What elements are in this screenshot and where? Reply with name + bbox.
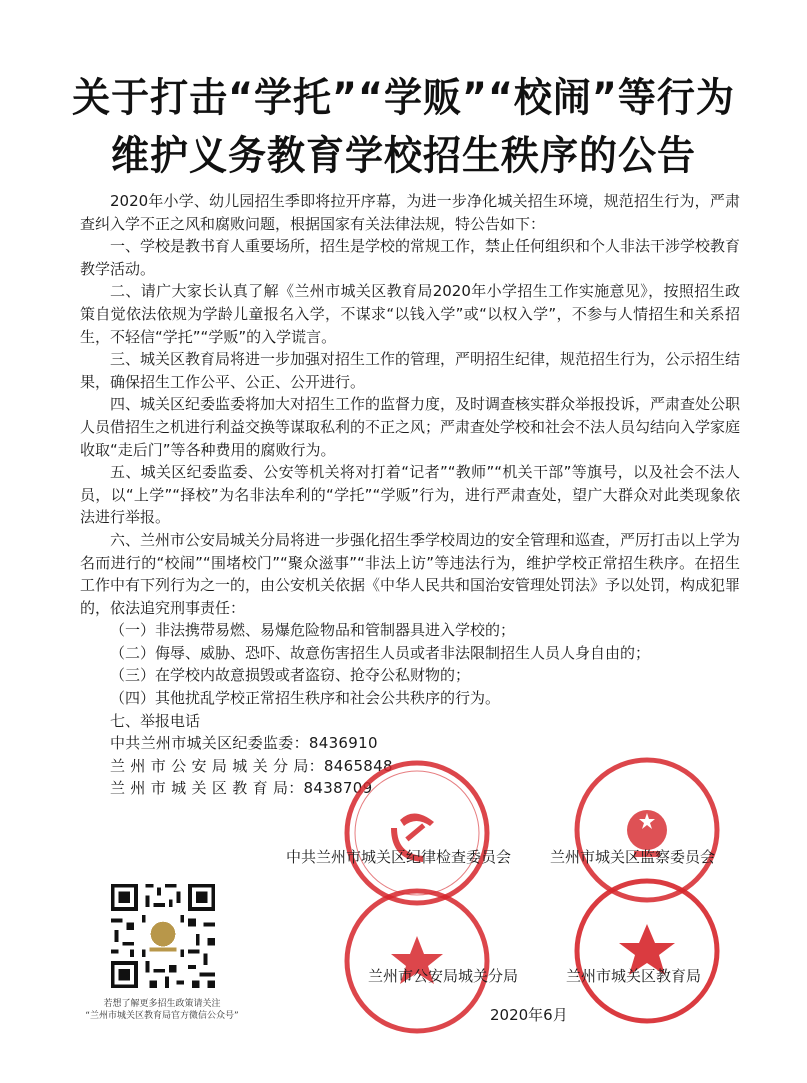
hotline-heading: 七、举报电话 bbox=[110, 711, 201, 730]
seal-education-bureau bbox=[572, 876, 722, 1026]
paragraph-intro: 2020年小学、幼儿园招生季即将拉开序幕，为进一步净化城关招生环境，规范招生行为，严肃查纠入学不正之风和腐败问题，根据国家有关法律法规，特公告如下： bbox=[80, 192, 740, 233]
list-item: （三）在学校内故意损毁或者盗窃、抢夺公私财物的； bbox=[110, 666, 471, 685]
paragraph-1: 一、学校是教书育人重要场所，招生是学校的常规工作，禁止任何组织和个人非法干涉学校教育教学活动。 bbox=[80, 237, 741, 278]
signature-discipline-committee: 中共兰州市城关区纪律检查委员会 bbox=[286, 848, 512, 866]
phone-police: 兰 州 市 公 安 局 城 关 分 局：8465848 bbox=[110, 756, 393, 775]
paragraph-5: 五、城关区纪委监委、公安等机关将对打着“记者”“教师”“机关干部”等旗号，以及社会不法人员，以“上学”“择校”为名非法牟利的“学托”“学贩”行为，进行严肃查处，望广大群众对此类现象依法进行举报。 bbox=[80, 463, 740, 527]
list-item: （一）非法携带易燃、易爆危险物品和管制器具进入学校的； bbox=[110, 621, 516, 640]
signature-supervision-committee: 兰州市城关区监察委员会 bbox=[550, 848, 716, 866]
qr-caption-line-1: 若想了解更多招生政策请关注 bbox=[103, 999, 221, 1009]
list-item: （四）其他扰乱学校正常招生秩序和社会公共秩序的行为。 bbox=[110, 689, 501, 708]
list-item: （二）侮辱、威胁、恐吓、故意伤害招生人员或者非法限制招生人员人身自由的； bbox=[110, 643, 651, 662]
seal-police-bureau bbox=[342, 886, 492, 1036]
signature-police-bureau: 兰州市公安局城关分局 bbox=[368, 967, 519, 985]
qr-code-icon[interactable] bbox=[107, 880, 219, 992]
issue-date: 2020年6月 bbox=[490, 1006, 568, 1024]
phone-education: 兰 州 市 城 关 区 教 育 局：8438709 bbox=[110, 779, 373, 798]
qr-caption-line-2: “兰州市城关区教育局官方微信公众号” bbox=[85, 1011, 239, 1021]
paragraph-3: 三、城关区教育局将进一步加强对招生工作的管理，严明招生纪律，规范招生行为，公示招生结果，确保招生工作公平、公正、公开进行。 bbox=[80, 350, 741, 391]
title-line-1: 关于打击“学托”“学贩”“校闹”等行为 bbox=[72, 74, 735, 121]
title-line-2: 维护义务教育学校招生秩序的公告 bbox=[110, 132, 696, 179]
paragraph-4: 四、城关区纪委监委将加大对招生工作的监督力度，及时调查核实群众举报投诉，严肃查处公职人员借招生之机进行利益交换等谋取私利的不正之风；严肃查处学校和社会不法人员勾结向入学家庭收取“走后门”等各种费用的腐败行为。 bbox=[80, 395, 741, 459]
signature-education-bureau: 兰州市城关区教育局 bbox=[566, 967, 702, 985]
announcement-body bbox=[80, 190, 740, 800]
paragraph-6: 六、兰州市公安局城关分局将进一步强化招生季学校周边的安全管理和巡查，严厉打击以上学为名而进行的“校闹”“围堵校门”“聚众滋事”“非法上访”等违法行为，维护学校正常招生秩序。在招生工作中有下列行为之一的，由公安机关依据《中华人民共和国治安管理处罚法》予以处罚，构成犯罪的，依法追究刑事责任： bbox=[80, 530, 741, 617]
paragraph-2: 二、请广大家长认真了解《兰州市城关区教育局2020年小学招生工作实施意见》，按照招生政策自觉依法依规为学龄儿童报名入学，不谋求“以钱入学”或“以权入学”，不参与人情招生和关系招生，不轻信“学托”“学贩”的入学谎言。 bbox=[80, 282, 740, 346]
phone-discipline: 中共兰州市城关区纪委监委：8436910 bbox=[110, 734, 378, 753]
